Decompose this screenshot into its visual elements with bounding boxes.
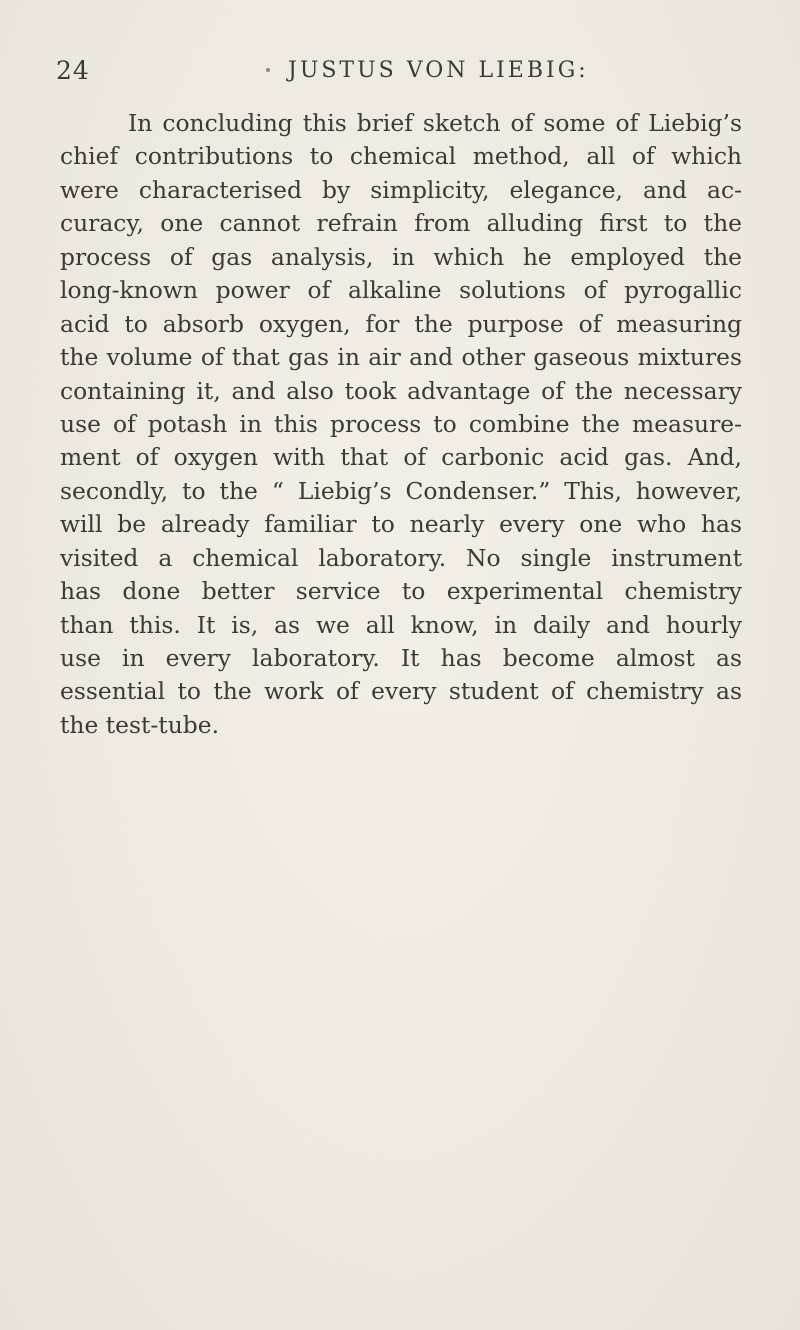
text-line: containing it, and also took advantage of the necessary [60,376,742,405]
print-speck [266,68,270,72]
text-line: acid to absorb oxygen, for the purpose of measuring [60,309,742,338]
text-line: process of gas analysis, in which he employed the [60,242,742,271]
text-line: has done better service to experimental chemistry [60,577,742,606]
text-line: visited a chemical laboratory. No single instrument [60,543,742,572]
text-line: long-known power of alkaline solutions of pyrogallic [60,276,742,305]
text-line: use of potash in this process to combine the measure- [60,409,742,438]
page-number: 24 [56,56,90,85]
text-line: the volume of that gas in air and other gaseous mixtures [60,343,742,372]
text-line: than this. It is, as we all know, in daily and hourly [60,610,742,639]
text-line: will be already familiar to nearly every one who has [60,510,742,539]
text-line: curacy, one cannot refrain from alluding first to the [60,209,742,238]
text-line: the test-tube. [60,710,220,739]
text-line: In concluding this brief sketch of some of Liebig’s [128,109,742,137]
text-line: ment of oxygen with that of carbonic acid gas. And, [60,443,742,472]
running-head-text: JUSTUS VON LIEBIG: [288,58,589,83]
text-line: use in every laboratory. It has become almost as [60,644,742,672]
text-line: secondly, to the “ Liebig’s Condenser.” This, however, [60,476,742,505]
text-line: essential to the work of every student of chemistry as [60,677,742,706]
text-line: chief contributions to chemical method, all of which [60,142,742,171]
body-paragraph [60,107,742,742]
text-line: were characterised by simplicity, elegance, and ac- [60,175,742,204]
running-head [288,58,589,83]
page-header [56,56,760,96]
